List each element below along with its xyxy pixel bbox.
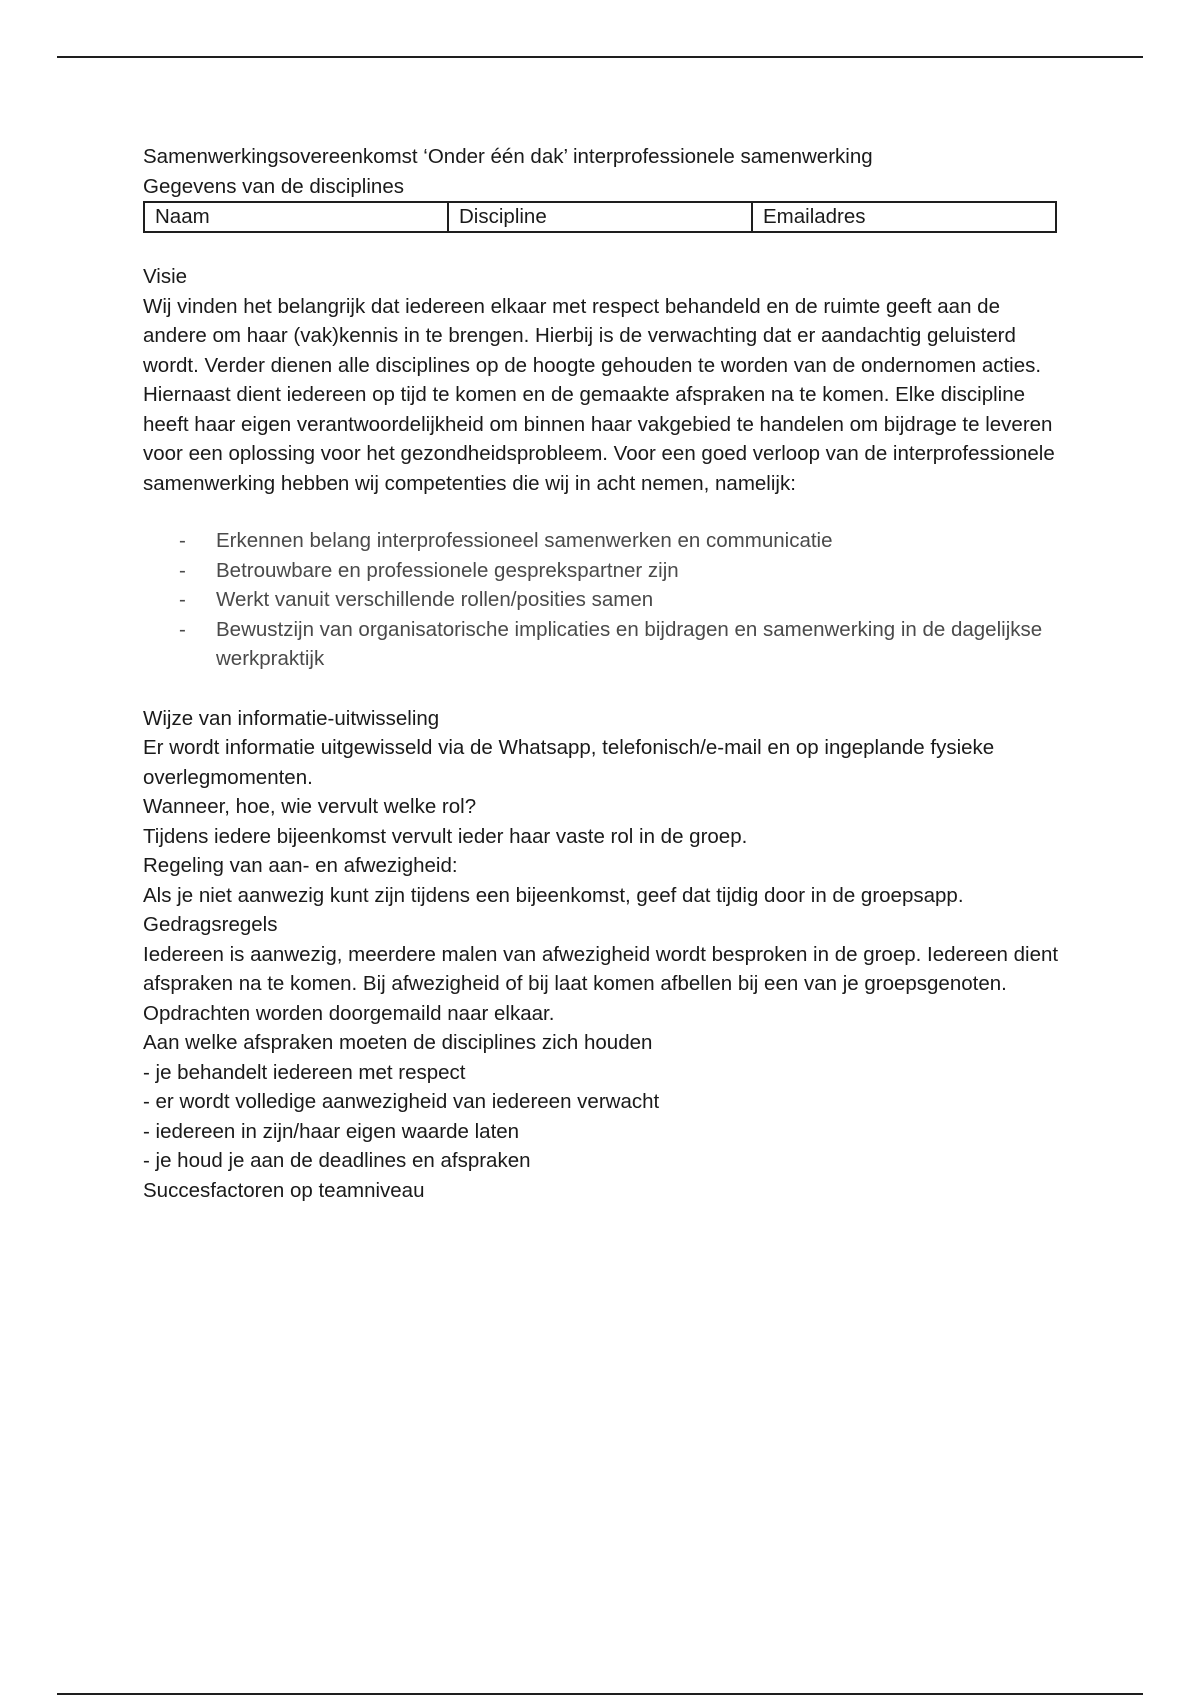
rollen-text: Tijdens iedere bijeenkomst vervult ieder haar vaste rol in de groep. — [143, 824, 748, 848]
list-item — [143, 526, 1063, 556]
page-bottom-rule — [57, 1693, 1143, 1695]
afspraken-heading: Aan welke afspraken moeten de disciplines zich houden — [143, 1031, 653, 1054]
document-body — [143, 142, 1063, 1205]
afspraken-list — [143, 1058, 1063, 1176]
dash-bullet: - — [179, 617, 186, 641]
table-header-row — [144, 202, 1056, 232]
gedragsregels-heading: Gedragsregels — [143, 913, 278, 936]
list-item — [143, 585, 1063, 615]
dash-bullet: - — [179, 529, 186, 552]
competencies-list — [143, 526, 1063, 674]
disciplines-table — [143, 201, 1057, 233]
informatie-text: Er wordt informatie uitgewisseld via de Whatsapp, telefonisch/e-mail en op ingeplande fysieke overlegmomenten. — [143, 736, 995, 789]
visie-paragraph-2: Hiernaast dient iedereen op tijd te komen en de gemaakte afspraken na te komen. Elke discipline heeft haar eigen verantwoordelijkheid om binnen haar vakgebied te handelen om bijdrage te leveren voor een oplossing voor het gezondheidsprobleem. Voor een goed verloop van de interprofessionele samenwerking hebben wij competenties die wij in acht nemen, namelijk: — [143, 383, 1055, 495]
visie-paragraph-1: Wij vinden het belangrijk dat iedereen elkaar met respect behandeld en de ruimte geeft aan de andere om haar (vak)kennis in te brengen. Hierbij is de verwachting dat er aandachtig geluisterd wordt. Verder dienen alle disciplines op de hoogte gehouden te worden van de ondernomen acties. — [143, 294, 1042, 377]
succesfactoren-heading: Succesfactoren op teamniveau — [143, 1178, 425, 1202]
competency-text: Erkennen belang interprofessioneel samenwerken en communicatie — [216, 529, 833, 552]
rollen-heading: Wanneer, hoe, wie vervult welke rol? — [143, 795, 477, 818]
column-header-emailadres: Emailadres — [752, 202, 1056, 232]
visie-heading: Visie — [143, 265, 188, 288]
disciplines-heading: Gegevens van de disciplines — [143, 174, 404, 198]
informatie-heading: Wijze van informatie-uitwisseling — [143, 706, 440, 730]
list-item: - je behandelt iedereen met respect — [143, 1060, 466, 1084]
dash-bullet: - — [179, 558, 186, 582]
aanwezigheid-text: Als je niet aanwezig kunt zijn tijdens een bijeenkomst, geef dat tijdig door in de groepsapp. — [143, 883, 964, 907]
page-top-rule — [57, 56, 1143, 58]
competency-text: Bewustzijn van organisatorische implicaties en bijdragen en samenwerking in de dagelijkse werkpraktijk — [216, 617, 1043, 670]
dash-bullet: - — [179, 588, 186, 611]
list-item: - je houd je aan de deadlines en afspraken — [143, 1149, 531, 1172]
aanwezigheid-heading: Regeling van aan- en afwezigheid: — [143, 854, 458, 877]
list-item: - er wordt volledige aanwezigheid van iedereen verwacht — [143, 1090, 660, 1113]
competency-text: Betrouwbare en professionele gesprekspartner zijn — [216, 558, 679, 582]
list-item — [143, 615, 1063, 674]
list-item — [143, 556, 1063, 586]
column-header-naam: Naam — [144, 202, 448, 232]
document-title: Samenwerkingsovereenkomst ‘Onder één dak’ interprofessionele samenwerking — [143, 145, 873, 168]
competency-text: Werkt vanuit verschillende rollen/posities samen — [216, 588, 654, 611]
gedragsregels-text: Iedereen is aanwezig, meerdere malen van afwezigheid wordt besproken in de groep. Iedereen dient afspraken na te komen. Bij afwezigheid of bij laat komen afbellen bij een van je groepsgenoten. Opdrachten worden doorgemaild naar elkaar. — [143, 942, 1059, 1025]
column-header-discipline: Discipline — [448, 202, 752, 232]
list-item: - iedereen in zijn/haar eigen waarde laten — [143, 1119, 520, 1143]
